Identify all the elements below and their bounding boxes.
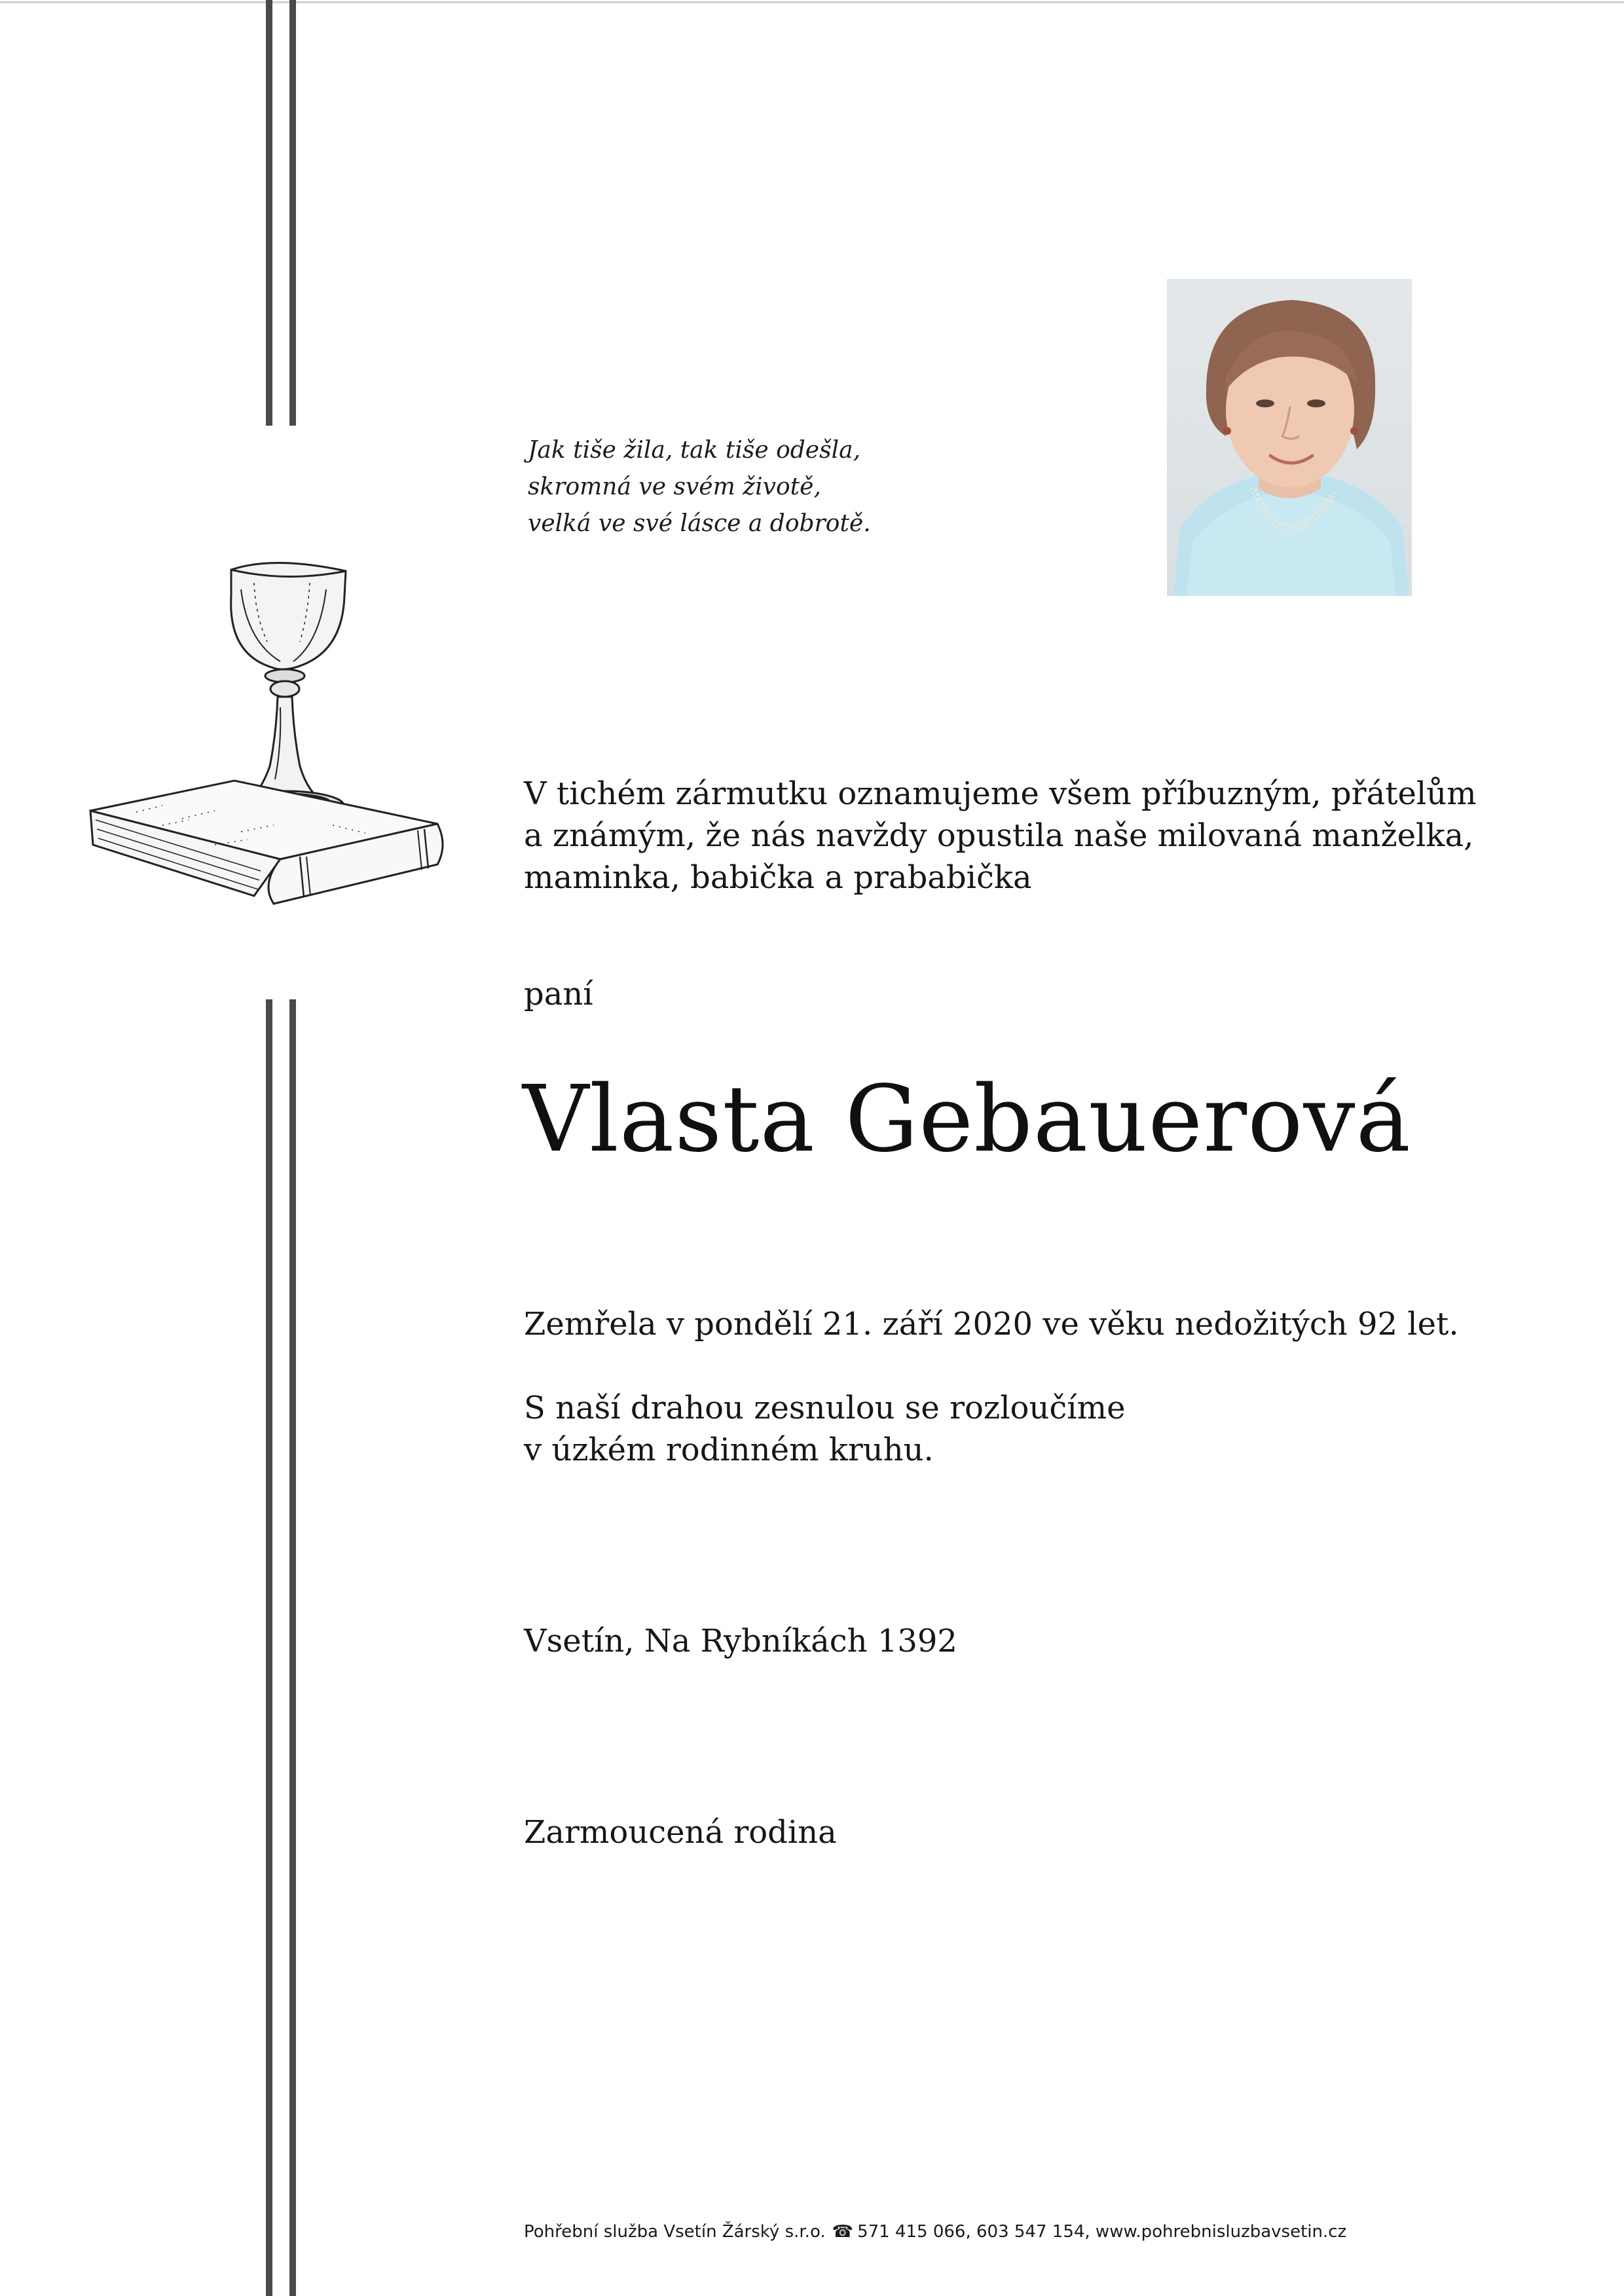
deceased-name: Vlasta Gebauerová <box>523 1066 1411 1173</box>
poem <box>528 432 871 542</box>
announcement-line: V tichém zármutku oznamujeme všem příbuzným, přátelům <box>524 775 1477 812</box>
farewell-line: v úzkém rodinném kruhu. <box>524 1432 934 1468</box>
footer <box>524 2220 1346 2244</box>
announcement <box>524 773 1477 898</box>
footer-contact: 571 415 066, 603 547 154, www.pohrebnisluzbavsetin.cz <box>857 2222 1347 2242</box>
portrait-photo <box>1167 279 1412 596</box>
address: Vsetín, Na Rybníkách 1392 <box>524 1623 957 1659</box>
phone-icon: ☎ <box>832 2222 854 2242</box>
top-rule <box>0 1 1624 3</box>
vertical-bar-bottom-left <box>266 999 272 2296</box>
poem-line: Jak tiše žila, tak tiše odešla, <box>528 437 861 464</box>
signature: Zarmoucená rodina <box>524 1814 837 1851</box>
poem-line: velká ve své lásce a dobrotě. <box>528 510 871 537</box>
farewell-line: S naší drahou zesnulou se rozloučíme <box>524 1390 1126 1426</box>
footer-company: Pohřební služba Vsetín Žárský s.r.o. <box>524 2222 826 2242</box>
announcement-line: a známým, že nás navždy opustila naše milovaná manželka, <box>524 817 1474 854</box>
portrait-icon <box>1167 279 1412 596</box>
vertical-bar-top-right <box>289 0 296 426</box>
death-info: Zemřela v pondělí 21. září 2020 ve věku nedožitých 92 let. <box>524 1306 1459 1342</box>
poem-line: skromná ve svém životě, <box>528 473 821 500</box>
chalice-on-book-icon <box>84 537 451 917</box>
title-prefix: paní <box>524 976 593 1012</box>
vertical-bar-top-left <box>266 0 272 426</box>
vertical-bar-bottom-right <box>289 999 296 2296</box>
announcement-line: maminka, babička a prababička <box>524 859 1032 896</box>
farewell <box>524 1387 1126 1471</box>
